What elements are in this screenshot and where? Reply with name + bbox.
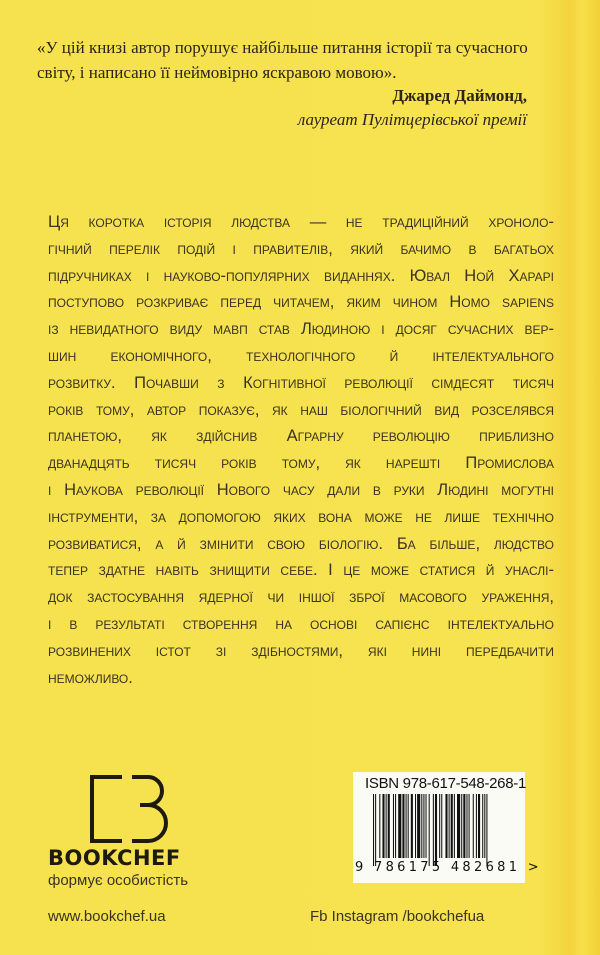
barcode-bar xyxy=(415,794,416,858)
barcode-bar xyxy=(469,794,470,858)
publisher-name: BOOKCHEF xyxy=(48,846,181,870)
quote-author-title: лауреат Пулітцерівської премії xyxy=(297,110,527,129)
barcode-bar xyxy=(454,794,455,858)
publisher-tagline: формує особистість xyxy=(48,872,189,889)
barcode-bar xyxy=(486,794,487,866)
description-line: інструменти, за допомогою яких вона може не лише технічно xyxy=(48,507,554,526)
description-line: і в результаті створення на основі сапієнс інтелектуально xyxy=(48,614,554,633)
description-line: розвиватися, а й змінити свою біологію. Ба більше, людство xyxy=(48,534,554,553)
barcode-bar xyxy=(373,794,374,866)
barcode-bar xyxy=(484,794,485,858)
description-line: тепер здатне навіть знищити себе. І це може статися й унаслі- xyxy=(48,561,554,580)
description-line: із невидатного виду мавп став Людиною і досяг сучасних вер- xyxy=(48,320,554,339)
book-description xyxy=(48,209,554,691)
description-line: підручниках і науково-популярних виданнях. Ювал Ной Харарі xyxy=(48,266,554,285)
barcode-bar xyxy=(439,794,440,858)
barcode-bar xyxy=(445,794,447,858)
barcode-bar xyxy=(421,794,422,858)
barcode-bar xyxy=(395,794,396,858)
quote-line: світу, і написано її неймовірно яскравою мовою». xyxy=(37,63,397,82)
description-line: планетою, як здійснив Аграрну революцію приблизно xyxy=(48,427,554,446)
barcode-bar xyxy=(457,794,460,858)
barcode-digits: 9 786175 482681 > xyxy=(355,860,542,875)
description-line: шин економічного, технологічного й інтелектуального xyxy=(48,346,554,365)
barcode-bar xyxy=(411,794,413,858)
publisher-website: www.bookchef.ua xyxy=(48,908,166,925)
description-line: Ця коротка історія людства — не традиційний хроноло- xyxy=(48,213,554,231)
barcode-bar xyxy=(426,794,427,858)
isbn-label: ISBN 978-617-548-268-1 xyxy=(365,775,527,792)
quote-author: Джаред Даймонд, xyxy=(392,86,527,105)
barcode-bar xyxy=(449,794,450,858)
barcode-bar xyxy=(379,794,380,858)
description-line: років тому, автор показує, як наш біологічний вид розселявся xyxy=(48,400,554,419)
description-line: дванадцять тисяч років тому, як нарешті Промислова xyxy=(48,454,554,473)
description-line: розвитку. Почавши з Когнітивної революції сімдесят тисяч xyxy=(48,373,554,392)
barcode-bar xyxy=(429,794,430,866)
barcode-bar xyxy=(423,794,424,858)
barcode-bar xyxy=(461,794,462,858)
endorsement-quote xyxy=(37,35,537,85)
barcode-bar xyxy=(406,794,407,858)
barcode-bar xyxy=(441,794,442,858)
barcode-bar xyxy=(482,794,483,858)
barcode-bar xyxy=(398,794,401,858)
publisher-social: Fb Instagram /bookchefua xyxy=(310,908,485,925)
barcode-bar xyxy=(433,794,434,866)
barcode-bar xyxy=(478,794,480,858)
barcode-bar xyxy=(463,794,465,858)
barcode-bar xyxy=(451,794,453,858)
bookchef-logo-icon xyxy=(90,775,170,845)
barcode-bar xyxy=(375,794,376,866)
description-line: поступово розкриває перед читачем, яким чином Homo sapiens xyxy=(48,293,554,312)
barcode-bar xyxy=(435,794,437,866)
barcode-bar xyxy=(402,794,404,858)
barcode-bar xyxy=(386,794,387,858)
barcode-bar xyxy=(473,794,474,858)
barcode-bar xyxy=(417,794,420,858)
quote-line: «У цій книзі автор порушує найбільше питання історії та сучасного xyxy=(37,38,528,57)
description-line: док застосування ядерної чи іншої зброї масового ураження, xyxy=(48,588,554,607)
barcode-bar xyxy=(382,794,384,858)
barcode-bar xyxy=(393,794,394,858)
barcode-bar xyxy=(476,794,477,858)
description-line: розвинених істот зі здібностями, які нині передбачити xyxy=(48,641,554,660)
description-line: неможливо. xyxy=(48,668,133,687)
description-line: і Наукова революції Нового часу дали в руки Людині могутні xyxy=(48,480,554,499)
isbn-barcode xyxy=(353,772,542,883)
barcode-bar xyxy=(408,794,409,858)
barcode-bar xyxy=(466,794,467,858)
description-line: гічний перелік подій і правителів, який бачимо в багатьох xyxy=(48,239,554,258)
barcode-bar xyxy=(388,794,390,858)
